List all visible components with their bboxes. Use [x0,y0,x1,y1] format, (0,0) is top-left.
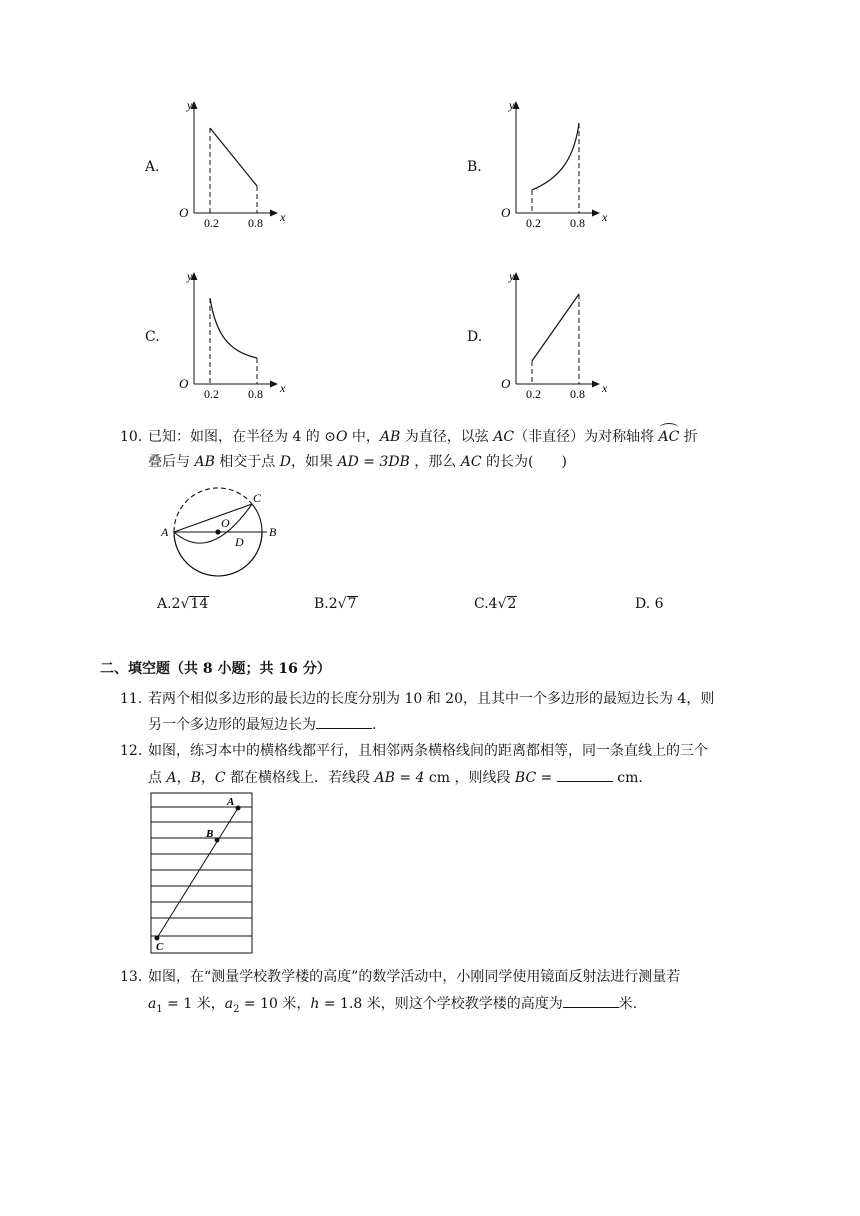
q10-choice-c[interactable]: C.4√2 [474,596,517,612]
notebook-point-c-label: C [156,941,164,953]
q12-line2: 点 A，B，C 都在横格线上．若线段 AB = 4 cm ，则线段 BC = cm． [148,767,652,788]
q13-answer-blank[interactable] [563,993,619,1008]
q10-line1: 已知：如图，在半径为 4 的 ⊙O 中，AB 为直径，以弦 AC（非直径）为对称轴将 AC 折 [148,429,698,445]
tick-0-8: 0.8 [570,387,585,401]
q12-answer-blank[interactable] [557,767,613,782]
q10-number: 10. [120,429,143,445]
q10-choice-a[interactable]: A.2√14 [157,596,209,612]
option-d-label: D. [467,329,483,345]
tick-0-8: 0.8 [248,387,263,401]
q11-line2: 另一个多边形的最短边长为 . [148,714,376,735]
tick-0-2: 0.2 [204,387,219,401]
origin-label: O [179,205,189,220]
q11-number: 11. [120,691,143,707]
point-c-label: C [253,491,262,505]
curve-convex-decreasing [210,298,257,358]
q12-notebook-figure [150,792,254,954]
origin-label: O [179,376,189,391]
q10-choice-b[interactable]: B.2√7 [314,596,357,612]
graph-option-d [492,266,622,406]
section2-title: 二、填空题（共 8 小题；共 16 分） [100,661,331,677]
q13-number: 13. [120,969,143,985]
q13-line1: 如图，在“测量学校教学楼的高度”的数学活动中，小刚同学使用镜面反射法进行测量若 [148,969,681,985]
point-d-label: D [235,535,244,549]
tick-0-2: 0.2 [204,216,219,230]
option-b-label: B. [467,159,482,175]
y-axis-label: y [509,269,515,283]
x-axis-label: x [602,381,608,395]
q12-line1: 如图，练习本中的横格线都平行，且相邻两条横格线间的距离都相等，同一条直线上的三个 [148,743,708,759]
origin-label: O [501,376,511,391]
y-axis-label: y [509,98,515,112]
tick-0-2: 0.2 [526,216,541,230]
curve-linear-increasing [532,294,579,361]
point-b-label: B [269,525,277,539]
curve-convex-increasing [532,123,579,190]
tick-0-2: 0.2 [526,387,541,401]
x-axis-label: x [602,210,608,224]
option-a-label: A. [145,159,160,175]
y-axis-label: y [187,98,193,112]
q12-number: 12. [120,743,143,759]
notebook-point-b-label: B [206,828,214,840]
graph-option-b [492,95,622,235]
graph-option-a [170,95,300,235]
point-a-label: A [161,525,169,539]
arc-ac: AC [658,429,680,445]
x-axis-label: x [280,210,286,224]
origin-label: O [501,205,511,220]
q11-answer-blank[interactable] [316,714,372,729]
q13-line2: $a_1 = 1$ 米，$a_2 = 10$ 米，h = 1.8 米，则这个学校教学楼的高度为 米. [148,993,637,1020]
q10-choice-d[interactable]: D. 6 [635,596,664,612]
q10-circle-figure [155,482,285,582]
option-c-label: C. [145,329,160,345]
x-axis-label: x [280,381,286,395]
tick-0-8: 0.8 [570,216,585,230]
graph-option-c [170,266,300,406]
point-o-label: O [221,516,230,530]
notebook-point-a-label: A [227,796,235,808]
y-axis-label: y [187,269,193,283]
tick-0-8: 0.8 [248,216,263,230]
q10-line2: 叠后与 AB 相交于点 D，如果 AD = 3DB ，那么 AC 的长为( ) [148,454,567,470]
q11-line1: 若两个相似多边形的最长边的长度分别为 10 和 20，且其中一个多边形的最短边长为 4，则 [148,691,715,707]
curve-linear-decreasing [210,128,257,186]
